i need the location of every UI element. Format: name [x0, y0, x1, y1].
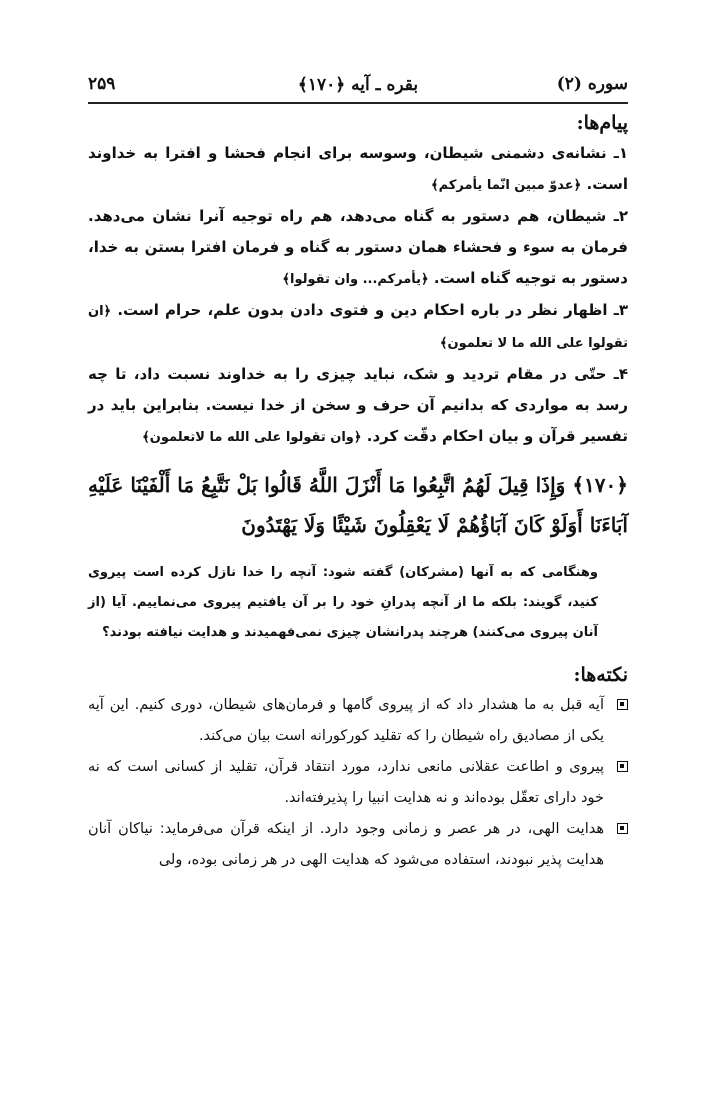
page-header [88, 70, 628, 100]
messages-heading: پيام‌ها: [576, 112, 628, 134]
message-ref: ﴿عدوّ مبين انّما يأمركم﴾ [431, 178, 582, 193]
message-text: ۲ـ شيطان، هم دستور به گناه مى‌دهد، هم راه توجيه آنرا نشان مى‌دهد. فرمان به سوء و فحشاء همان دستور به گناه و فرمان افترا بستن به خدا، دستور به توجيه گناه است. [88, 207, 628, 287]
notes-heading: نكته‌ها: [573, 664, 628, 686]
message-ref: ﴿ان تقولوا على الله ما لا تعلمون﴾ [88, 304, 628, 351]
note-text: آيه قبل به ما هشدار داد كه از پيروى گامها و فرمان‌هاى شيطان، دورى كنيم. اين آيه يكى از مصاديق راه شيطان را كه تقليد كوركورانه است بيان مى‌كند. [88, 697, 604, 744]
header-divider [88, 102, 628, 104]
page-number: ۲۵۹ [88, 74, 116, 94]
verse-translation: وهنگامى كه به آنها (مشركان) گفته شود: آنچه را خدا نازل كرده است پيروى كنيد، گويند: بلكه ما از آنچه پدرانِ خود را بر آن يافتيم پيروى مى‌نماييم. آيا (از آنان پيروى مى‌كنند) هرچند پدرانشان چيزى نمى‌فهميدند و هدايت نيافته بودند؟ [88, 565, 598, 640]
message-ref: ﴿يأمركم... وان تقولوا﴾ [282, 272, 429, 287]
message-text: ۴ـ حتّى در مقام ترديد و شک، نبايد چيزى را به خداوند نسبت داد، تا چه رسد به مواردى كه بدانيم آن حرف و سخن از خدا نيست. بنابراين بايد در تفسير قرآن و بيان احكام دقّت كرد. [88, 365, 628, 445]
bullet-square-icon [617, 761, 628, 772]
bullet-square-icon [617, 699, 628, 710]
message-text: ۱ـ نشانه‌ى دشمنى شيطان، وسوسه براى انجام فحشا و افترا به خداوند است. [88, 144, 628, 193]
message-item-1 [88, 138, 628, 201]
note-text: هدايت الهى، در هر عصر و زمانى وجود دارد. از اينكه قرآن مى‌فرمايد: نياكان آنان هدايت پذير نبودند، استفاده مى‌شود كه هدايت الهى در هر زمانى بوده، ولى [88, 821, 604, 868]
chapter-title: بقره ـ آيه ﴿۱۷۰﴾ [297, 75, 419, 95]
message-ref: ﴿وان تقولوا على الله ما لاتعلمون﴾ [142, 430, 362, 445]
message-item-4 [88, 359, 628, 453]
note-item-1 [88, 690, 628, 752]
note-item-2 [88, 752, 628, 814]
message-item-2 [88, 201, 628, 295]
message-text: ۳ـ اظهار نظر در باره احكام دين و فتوى دادن بدون علم، حرام است. [117, 301, 628, 319]
message-item-3 [88, 295, 628, 359]
quran-verse: ﴿۱۷۰﴾ وَإِذَا قِيلَ لَهُمُ اتَّبِعُوا مَا أَنْزَلَ اللَّهُ قَالُوا بَلْ نَتَّبِعُ مَا أَلْفَيْنَا عَلَيْهِ آبَاءَنَا أَوَلَوْ كَانَ آبَاؤُهُمْ لَا يَعْقِلُونَ شَيْئًا وَلَا يَهْتَدُونَ [88, 473, 628, 537]
surah-label: سوره (۲) [556, 74, 628, 94]
note-item-3 [88, 814, 628, 876]
note-text: پيروى و اطاعت عقلانى مانعى ندارد، مورد انتقاد قرآن، تقليد از كسانى است كه نه خود داراى تعقّل بوده‌اند و نه هدايت انبيا را پذيرفته‌اند. [88, 759, 604, 806]
page-content [88, 112, 628, 876]
bullet-square-icon [617, 823, 628, 834]
